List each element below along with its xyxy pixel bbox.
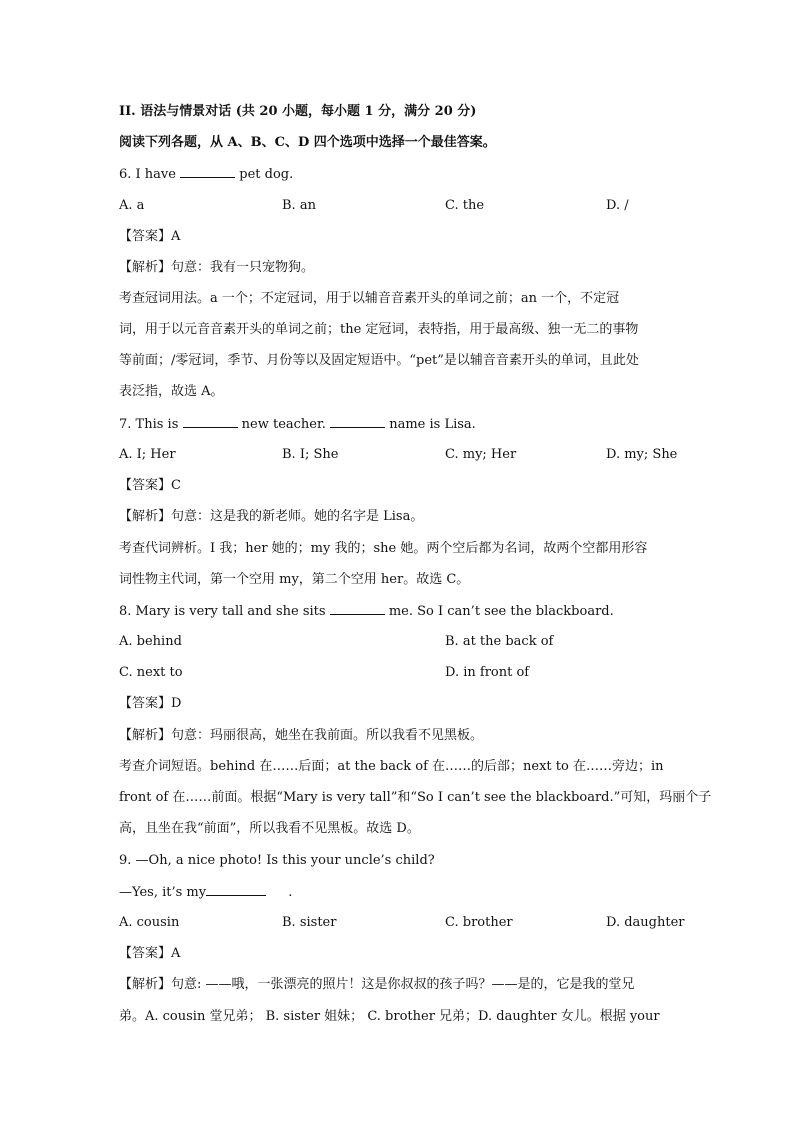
question-8-option-a: A. behind: [119, 634, 182, 649]
question-8-option-c: C. next to: [119, 665, 183, 680]
question-6-stem-start: 6. I have: [119, 167, 176, 182]
question-8-analysis-line: front of 在……前面。根据“Mary is very tall”和“So I can’t see the blackboard.”可知，玛丽个子: [119, 790, 712, 805]
question-9-analysis-line: 【解析】句意: ——哦，一张漂亮的照片！这是你叔叔的孩子吗？——是的，它是我的堂兄: [119, 977, 635, 992]
question-6-stem-end: pet dog.: [239, 167, 294, 182]
section-instruction: 阅读下列各题，从 A、B、C、D 四个选项中选择一个最佳答案。: [119, 135, 496, 150]
question-7-option-d: D. my; She: [606, 447, 678, 462]
answer-blank: [206, 883, 266, 896]
answer-blank: [330, 415, 385, 428]
question-9-stem-end: .: [288, 885, 293, 900]
question-6-option-b: B. an: [282, 198, 316, 213]
question-9-option-b: B. sister: [282, 915, 337, 930]
question-6-option-c: C. the: [445, 198, 485, 213]
question-8-option-d: D. in front of: [445, 665, 530, 680]
question-7-stem: [119, 415, 679, 434]
question-6-analysis-line: 【解析】句意：我有一只宠物狗。: [119, 260, 315, 275]
question-9-stem-start: —Yes, it’s my: [119, 885, 207, 900]
answer-blank: [183, 415, 238, 428]
question-9-stem-line-2: [119, 883, 679, 902]
question-7-option-b: B. I; She: [282, 447, 339, 462]
question-7-option-a: A. I; Her: [119, 447, 176, 462]
question-8-answer: 【答案】D: [119, 696, 182, 711]
question-6-option-a: A. a: [119, 198, 145, 213]
question-6-option-d: D. /: [606, 198, 629, 213]
question-6-analysis-line: 词，用于以元音音素开头的单词之前；the 定冠词，表特指，用于最高级、独一无二的事物: [119, 322, 639, 337]
question-8-stem: [119, 602, 679, 621]
question-7-answer: 【答案】C: [119, 478, 181, 493]
question-7-stem-middle: new teacher.: [241, 417, 326, 432]
question-6-answer: 【答案】A: [119, 229, 181, 244]
answer-blank: [330, 602, 385, 615]
section-title: II. 语法与情景对话 (共 20 小题，每小题 1 分，满分 20 分): [119, 104, 477, 119]
question-8-stem-start: 8. Mary is very tall and she sits: [119, 604, 326, 619]
question-9-option-c: C. brother: [445, 915, 513, 930]
question-8-stem-end: me. So I can’t see the blackboard.: [388, 604, 614, 619]
question-8-analysis-line: 【解析】句意：玛丽很高，她坐在我前面。所以我看不见黑板。: [119, 728, 484, 743]
question-7-stem-end: name is Lisa.: [389, 417, 476, 432]
question-6-analysis-line: 表泛指，故选 A。: [119, 384, 224, 399]
question-6-analysis-line: 等前面；/零冠词，季节、月份等以及固定短语中。“pet”是以辅音音素开头的单词，且此处: [119, 353, 639, 368]
question-8-option-b: B. at the back of: [445, 634, 554, 649]
question-7-analysis-line: 考查代词辨析。I 我；her 她的；my 我的；she 她。两个空后都为名词，故两个空都用形容: [119, 541, 648, 556]
answer-blank: [180, 165, 235, 178]
question-8-analysis-line: 考查介词短语。behind 在……后面；at the back of 在……的后部；next to 在……旁边；in: [119, 759, 664, 774]
question-6-stem: [119, 165, 679, 184]
question-6-analysis-line: 考查冠词用法。a 一个；不定冠词，用于以辅音音素开头的单词之前；an 一个，不定冠: [119, 291, 620, 306]
question-9-option-d: D. daughter: [606, 915, 685, 930]
question-9-analysis-line: 弟。A. cousin 堂兄弟； B. sister 姐妹； C. brother 兄弟；D. daughter 女儿。根据 your: [119, 1009, 660, 1024]
question-7-analysis-line: 词性物主代词，第一个空用 my，第二个空用 her。故选 C。: [119, 572, 470, 587]
question-9-option-a: A. cousin: [119, 915, 180, 930]
question-9-stem-line-1: 9. —Oh, a nice photo! Is this your uncle’s child?: [119, 853, 435, 868]
question-9-answer: 【答案】A: [119, 946, 181, 961]
question-7-option-c: C. my; Her: [445, 447, 517, 462]
question-7-analysis-line: 【解析】句意：这是我的新老师。她的名字是 Lisa。: [119, 509, 424, 524]
question-7-stem-start: 7. This is: [119, 417, 179, 432]
question-8-analysis-line: 高，且坐在我“前面”，所以我看不见黑板。故选 D。: [119, 821, 420, 836]
